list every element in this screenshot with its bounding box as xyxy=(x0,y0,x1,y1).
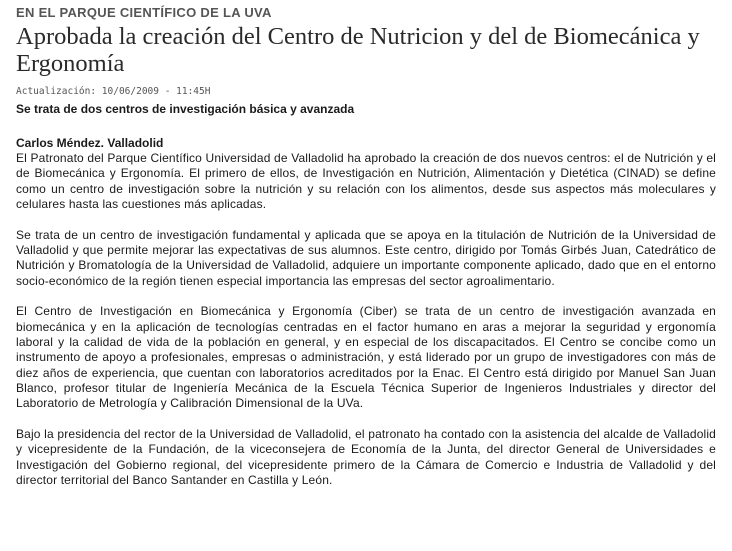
body-paragraph: El Centro de Investigación en Biomecánica y Ergonomía (Ciber) se trata de un centro de investigación avanzada en biomecánica y en la aplicación de tecnologías centradas en el factor humano en aras a mejorar la seguridad y ergonomía laboral y la calidad de vida de la población en general, y en especial de los discapacitados. El Centro se concibe como un instrumento de apoyo a profesionales, empresas o administración, y está liderado por un grupo de investigadores con más de diez años de experiencia, que cuentan con laboratorios acreditados por la Enac. El Centro está dirigido por Manuel San Juan Blanco, profesor titular de Ingeniería Mecánica de la Escuela Técnica Superior de Ingenieros Industriales y director del Laboratorio de Metrología y Calibración Dimensional de la UVa. xyxy=(16,304,716,411)
body-paragraph: Bajo la presidencia del rector de la Universidad de Valladolid, el patronato ha contado con la asistencia del alcalde de Valladolid y vicepresidente de la Fundación, de la viceconsejera de Economía de la Junta, del director General de Universidades e Investigación del Gobierno regional, del vicepresidente primero de la Cámara de Comercio e Industria de Valladolid y del director territorial del Banco Santander en Castilla y León. xyxy=(16,426,716,487)
author-byline: Carlos Méndez. Valladolid xyxy=(16,136,164,150)
body-paragraph: El Patronato del Parque Científico Universidad de Valladolid ha aprobado la creación de dos nuevos centros: el de Nutrición y el de Biomecánica y Ergonomía. El primero de ellos, de Investigación en Nutrición, Alimentación y Dietética (CINAD) se define como un centro de investigación sobre la nutrición y su relación con los alimentos, desde sus aspectos más moleculares y celulares hasta las cuestiones más aplicadas. xyxy=(16,151,716,211)
section-kicker: EN EL PARQUE CIENTÍFICO DE LA UVA xyxy=(16,5,272,20)
news-article xyxy=(16,4,716,488)
update-timestamp: Actualización: 10/06/2009 - 11:45H xyxy=(16,86,211,97)
article-body xyxy=(16,151,716,488)
body-paragraph: Se trata de un centro de investigación fundamental y aplicada que se apoya en la titulación de Nutrición de la Universidad de Valladolid y que permite mejorar las expectativas de sus alumnos. Este centro, dirigido por Tomás Girbés Juan, Catedrático de Nutrición y Bromatología de la Universidad de Valladolid, adquiere un importante componente aplicado, dado que en el entorno socio-económico de la región tienen especial importancia las empresas del sector agroalimentario. xyxy=(16,227,716,288)
article-headline: Aprobada la creación del Centro de Nutricion y del de Biomecánica y Ergonomía xyxy=(16,23,700,77)
article-subtitle: Se trata de dos centros de investigación básica y avanzada xyxy=(16,102,355,116)
